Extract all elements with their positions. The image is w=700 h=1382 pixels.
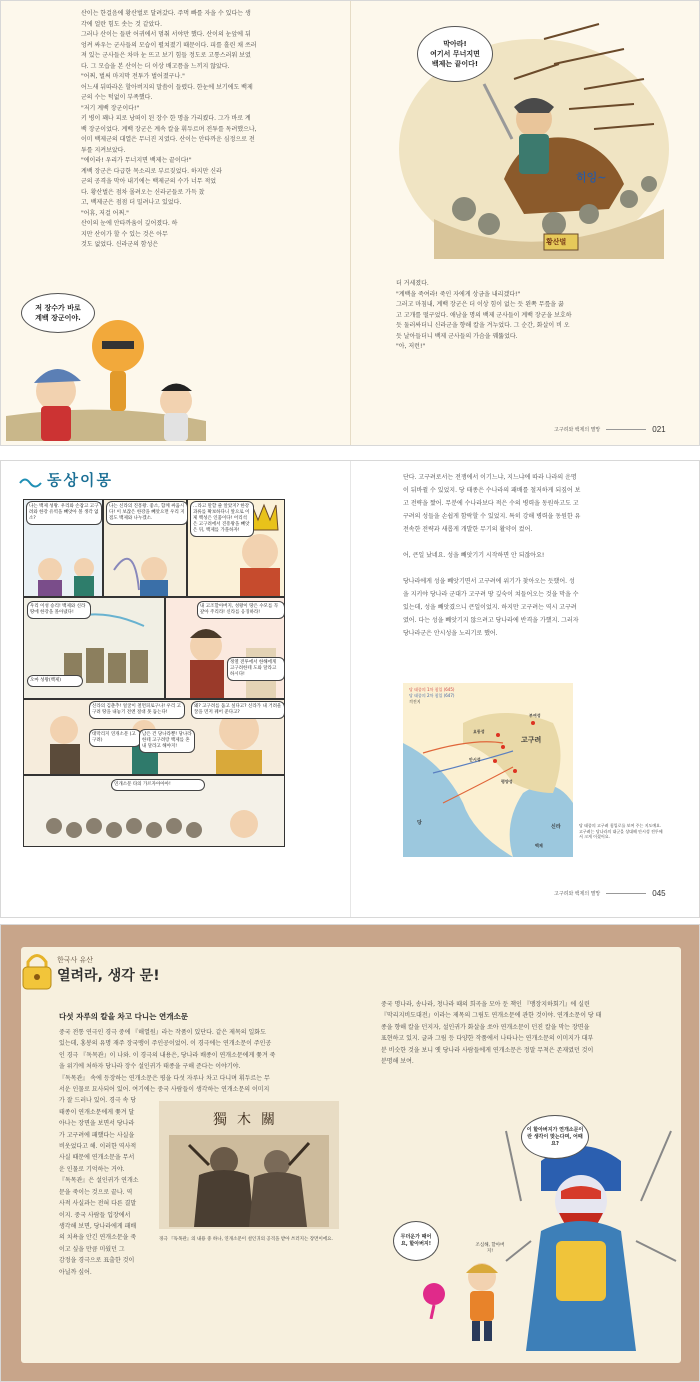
legend-battle-site: 격전지 xyxy=(409,699,421,704)
comic-bubble-2: 나는 신라의 진흥왕. 좋소, 함께 싸웁시다! 이 보잖은 한강을 빼앗으면 우리 지점도 백제와 나누겠소. xyxy=(106,501,188,525)
text-line: 사적 사실과는 전혀 다른 결말 xyxy=(59,1200,137,1208)
opera-photo xyxy=(159,1101,339,1229)
text-line: 아나는 장면을 보면서 당나라 xyxy=(59,1120,135,1128)
text-line: 각에 얼란 힘도 솟는 것 같았다. xyxy=(81,20,162,28)
text-line: 인 경극 『독목관』이 나와. 이 경극의 내용은, 당나라 배종이 연개소문에게 쫓겨 죽 xyxy=(59,1051,276,1059)
text-line: "아, 저런!" xyxy=(396,343,426,350)
text-line: 생각해 보면, 당나라에게 패배 xyxy=(59,1222,137,1230)
comic-bubble-8: 신라의 김춘추! 얼굴이 철면피로구나! 우리 고구려 땅을 내놓기 전엔 절대 못 돕는다! xyxy=(89,701,185,719)
gutter xyxy=(350,461,351,918)
text-line: 전속한 전략과 새롭게 개발한 무기의 활약이 컸어. xyxy=(403,526,533,533)
kid-speech-bubble: 무더운가 때어요, 할아버지! xyxy=(393,1221,439,1261)
text-line: 군의 수는 턱없이 부족했다. xyxy=(81,94,153,101)
text-line: 서운 인물로 묘사되어 있어. 여기에는 중국 사람들이 생각하는 연개소문의 이미지 xyxy=(59,1086,270,1094)
kid-illustration xyxy=(457,1255,507,1345)
comic-bubble-1: 나는 백제 성왕. 우리와 손잡고 고구려와 한강 유역을 빼앗아 볼 생각 없소? xyxy=(26,501,102,525)
text-line: 고 고개를 떨구었다. 애남을 명의 백제 군사들이 계백 장군을 보호하 xyxy=(396,311,572,319)
text-line: 이고 싶을 만큼 미웠던 그 xyxy=(59,1245,125,1253)
yeon-gaesomun-illustration xyxy=(501,1121,681,1361)
text-line: 중국 명나라, 송나라, 청나라 때의 희곡을 모아 둔 책인 『맹장지하회기』에 실린 xyxy=(381,1001,590,1008)
text-line: 이미 백제군의 대열은 무너진 지였다. 산이는 안타까운 심정으로 전 xyxy=(81,136,255,143)
text-line: 감정을 경극으로 표출한 것이 xyxy=(59,1257,135,1265)
map-label-baekje: 백제 xyxy=(535,843,543,848)
map-caption: 당 태종의 고구려 침입로를 보여 주는 지도예요. 고구려는 당나라의 대군을 상대해 안시성 전투에서 크게 이겼어요. xyxy=(579,823,663,839)
comic-bubble-6: 오마 성왕(백제) xyxy=(27,675,83,687)
map-label-silla: 신라 xyxy=(551,824,561,830)
text-line: "어휴, 저걸 어쩌." xyxy=(81,209,129,217)
text-line: 분 비슷한 것을 보니 옛 당나라 사람들에게 연개소문은 정말 무척은 존재였던 것이 xyxy=(381,1046,594,1054)
section-heading: 열려라, 생각 문! xyxy=(57,968,160,984)
general-speech-bubble: 이 할아버지가 연개소문이란 생각이 맞는다며, 어때요? xyxy=(521,1115,589,1159)
text-line: "에이라! 우리가 무너지면 백제는 끝이다!" xyxy=(81,157,192,164)
legend-second-invasion: 당 태종의 2차 침입 (647) xyxy=(409,693,455,698)
text-line: 다. 황산벌은 점차 몰려오는 신라군들로 가득 찼 xyxy=(81,188,205,196)
kid-speech-text: 저 장수가 바로 계백 장군이야. xyxy=(35,304,81,322)
folio-rule xyxy=(606,429,646,430)
map-label-tang: 당 xyxy=(417,820,422,826)
page-folio xyxy=(554,889,666,898)
text-line: 고, 백제군은 점점 더 밀려나고 있었다. xyxy=(81,199,182,206)
history-text xyxy=(403,471,665,640)
text-line: 그러나 산이는 들판 어귀에서 멈춰 서야만 했다. 산이의 눈앞에 뒤 xyxy=(81,31,251,38)
folio-rule xyxy=(606,893,646,894)
text-line: 엉켜 싸우는 군사들의 모습이 펼쳐졌기 때문이다. 피를 흘린 채 쓰러 xyxy=(81,41,257,49)
text-line: 아닐까 싶어. xyxy=(59,1268,92,1276)
map-label-yodong: 요동성 xyxy=(473,729,485,734)
text-line: 듯 둘러싸더니 신라군을 향해 칼을 겨누었다. 그 순간, 화살이 비 오 xyxy=(396,322,570,329)
page-folio xyxy=(554,425,666,434)
text-line: 분명해 보여. xyxy=(381,1058,414,1066)
text-line: 산이의 눈에 안타까움이 깊어졌다. 하 xyxy=(81,220,178,227)
article-text-right xyxy=(381,999,663,1067)
text-line: 산이는 한걸음에 황산벌로 달려갔다. 주먹 빠를 자을 수 있다는 생 xyxy=(81,10,251,17)
text-line: 백 장군이었다. 계백 장군은 계속 칼을 휘두르며 전투를 독려했으나, xyxy=(81,125,257,133)
text-line: 더 거세졌다. xyxy=(396,280,429,287)
text-line: "계백을 죽여라! 죽인 자에게 상금을 내리겠다!" xyxy=(396,290,521,298)
section-title: 동상이몽 xyxy=(47,471,113,489)
general-speech-bubble xyxy=(417,26,493,82)
text-line: 태종이 연개소문에게 쫓겨 달 xyxy=(59,1108,135,1116)
text-line: 비웃었다고 해. 이러한 역사적 xyxy=(59,1143,137,1151)
comic-bubble-4: 우리 이성 승리! 백제와 신라 땅에 한강을 몰아냈다! xyxy=(27,601,91,619)
comic-bubble-12: 연개소문 타의 가르자아아아! xyxy=(111,779,205,791)
map-legend xyxy=(409,687,454,705)
comic-bubble-10: 대막리지 연개소문 (고구려) xyxy=(89,729,141,747)
text-line: 어, 큰일 났네요. 성을 빼앗기기 시작하면 안 되잖아요! xyxy=(403,552,545,559)
text-line: 을 지키야 당나라 군대가 고구려 땅 깊숙이 쳐들어오는 것을 막을 수 xyxy=(403,591,579,598)
text-line: 가 잘 드러나 있어. 경극 속 당 xyxy=(59,1097,137,1105)
gutter xyxy=(350,1,351,446)
text-line: 표현하고 있지. 글과 그림 등 다양한 작품에서 나타나는 연개소문의 이미지가 대부 xyxy=(381,1035,594,1043)
text-line: 계백 장군은 다급한 목소리로 부르짖었다. 하지만 신라 xyxy=(81,167,222,175)
article-subheading: 다섯 자루의 칼을 차고 다니는 연개소문 xyxy=(59,1012,188,1021)
horse-sound-effect: 히잉~ xyxy=(576,171,607,184)
text-line: 의 치욕을 안긴 연개소문을 죽 xyxy=(59,1234,137,1242)
text-line: 이지. 중국 사람들 입장에서 xyxy=(59,1211,131,1219)
kid-speech-bubble xyxy=(21,293,95,333)
text-line: 그러고 마침내, 계백 장군은 더 이상 힘이 없는 듯 왼쪽 무릎을 끓 xyxy=(396,301,564,308)
text-line: 구려의 성들을 손쉽게 함락할 수 있었지. 특히 강해 병력을 동원한 유 xyxy=(403,513,581,520)
text-line: 있는데, 성을 빼앗겼으니 큰일이었지. 하지만 고구려는 역시 고구려 xyxy=(403,604,577,611)
text-line: 이 뒤바뀔 수 있었지. 당 태종은 수나라의 패배를 철저하게 되짚어 보 xyxy=(403,487,581,494)
comic-bubble-9: 왜? 고구려를 돕고 싶다고? 신라가 내 거려울 꿀을 먼저 꿰어 준다고? xyxy=(191,701,285,719)
text-line: 가 고구려에 패했다는 사실을 xyxy=(59,1131,135,1139)
map-label-pyeongyang: 평양성 xyxy=(501,779,513,784)
text-line: 고 전략을 짰어. 무분에 수나라보다 적은 수의 병력을 동원하고도 고 xyxy=(403,500,579,507)
map-label-ansi: 안시성 xyxy=(469,757,481,762)
spread-open-thinking-door xyxy=(0,924,700,1382)
text-line: 『막리지비도대전』이라는 제목의 그림도 연개소문에 관한 것이야. 연개소문이 당 태 xyxy=(381,1012,602,1020)
text-line: "어쩌, 벌써 마지막 전투가 벌어졌구나." xyxy=(81,73,185,80)
story-text-right xyxy=(396,279,661,353)
battle-flag-label: 황산벌 xyxy=(546,238,567,246)
spread-dongsangimong xyxy=(0,460,700,918)
text-line: 『독목관』 속에 등장하는 연개소문은 평을 다섯 자루나 차고 다니며 휘두르는 무 xyxy=(59,1074,270,1082)
text-line: 운 인물로 기억하는 거야. xyxy=(59,1165,125,1173)
text-line: 였어. 다는 성을 빼앗기지 않으려고 당나라에 반격을 가했지. 그러자 xyxy=(403,617,579,624)
general-speech-text: 막아라! 여기서 무너지면 백제는 끝이다! xyxy=(430,40,480,68)
comic-bubble-5: 내 고조할아버지, 성왕이 땅은 수모를 꼭 갚아 주리라! 신라를 응징하라! xyxy=(197,601,285,619)
text-line: 군의 공격을 막아 내기에는 백제군의 수가 너무 적었 xyxy=(81,178,217,185)
comic-bubble-3: …라고 말할 줄 알았지? 한강 과류를 확보하다니 앞으로 이제 백성은 인품이다! 어리석은 고구려에서 진흥왕을 빼앗은 뒤, 백제를 가플하자! xyxy=(190,501,254,537)
text-line: 당나라에게 성을 빼앗기면서 고구려에 위기가 찾아오는 듯했어. 성 xyxy=(403,578,575,585)
kid-whisper-text: 조심해, 할아버지! xyxy=(475,1243,505,1254)
text-line: 다. 그 모습을 본 산이는 더 이상 배고픔을 느끼지 않았다. xyxy=(81,62,230,70)
text-line: 을 위기에 처하자 당나라 장수 설인귀가 태종을 구해 준다는 이야기야. xyxy=(59,1063,241,1071)
comic-bubble-7: 정열 전투에서 한해에게 고구려한테 도와 달라고 하시다! xyxy=(227,657,285,681)
photo-calligraphy: 獨木關 xyxy=(213,1112,285,1128)
text-line xyxy=(403,536,665,549)
comic-bubble-11: 남은 건 당나라뿐! 당나라한테 고구려랑 백제를 혼내 달라고 해야지! xyxy=(139,729,195,753)
folio-chapter: 고구려와 백제의 멸망 xyxy=(554,427,601,433)
text-line: 종을 향해 칼을 던지자, 설인귀가 화살을 쏘아 연개소문이 던진 칼을 막는 장면을 xyxy=(381,1023,590,1031)
text-line: 어느새 뒤따라온 할아버지의 말씀이 들렸다. 한눈에 보기에도 백제 xyxy=(81,83,253,91)
text-line: 중국 전통 연극인 경극 중에 『해열원』라는 작품이 있단다. 같은 제목의 일화도 xyxy=(59,1029,266,1036)
text-line: 키 병이 꽤나 피로 낭떠이 된 장수 한 명을 가리켰다. 그가 바로 계 xyxy=(81,115,251,122)
legend-first-invasion: 당 태종의 1차 침입 (645) xyxy=(409,687,455,692)
padlock-icon xyxy=(19,951,55,991)
text-line: 져 있는 군사들은 차마 눈 뜨고 보기 힘들 정도로 고통스러워 보였 xyxy=(81,52,251,59)
text-line: 사실 때문에 연개소문을 무서 xyxy=(59,1154,135,1162)
text-line xyxy=(403,562,665,575)
spread-hwangsanbeol xyxy=(0,0,700,446)
folio-number: 045 xyxy=(652,889,666,898)
series-label: 한국사 유산 xyxy=(57,956,94,964)
text-line: 투를 지켜보았다. xyxy=(81,146,126,154)
text-line: 있는데, 홍봉의 유명 재주 장국맹이 주인공이었어. 이 경극에는 연개소문이 주인공 xyxy=(59,1040,272,1048)
map-label-buyeo: 부여성 xyxy=(529,713,541,718)
folio-chapter: 고구려와 백제의 멸망 xyxy=(554,891,601,897)
wave-icon xyxy=(19,475,45,489)
story-text-left xyxy=(81,9,341,251)
text-line: 듯 날아들더니 백제 군사들의 가슴을 꿰뚫었다. xyxy=(396,332,518,340)
invasion-map xyxy=(403,683,573,857)
text-line: "저기 계백 장군이다!" xyxy=(81,104,140,112)
map-label-goguryeo: 고구려 xyxy=(521,736,542,744)
folio-number: 021 xyxy=(652,425,666,434)
text-line: 것도 없었다. 신라군의 함성은 xyxy=(81,241,159,248)
text-line: 문을 죽이는 것으로 끝나. 역 xyxy=(59,1188,133,1196)
text-line: 당나라군은 안시성을 노리기로 했어. xyxy=(403,630,498,637)
text-line: 지만 산이가 할 수 있는 것은 아무 xyxy=(81,230,168,238)
text-line: 단다. 고구려로서는 전쟁에서 이기느냐, 지느냐에 따라 나라의 운명 xyxy=(403,474,577,481)
text-line: 『독목관』은 설인귀가 연개소 xyxy=(59,1177,139,1185)
pink-mascot-illustration xyxy=(419,1279,449,1319)
photo-caption: 경극 『독목관』의 내용 중 하나, 연개소문이 설인귀의 공격을 받아 쓰러지는 장면이에요. xyxy=(159,1237,333,1242)
